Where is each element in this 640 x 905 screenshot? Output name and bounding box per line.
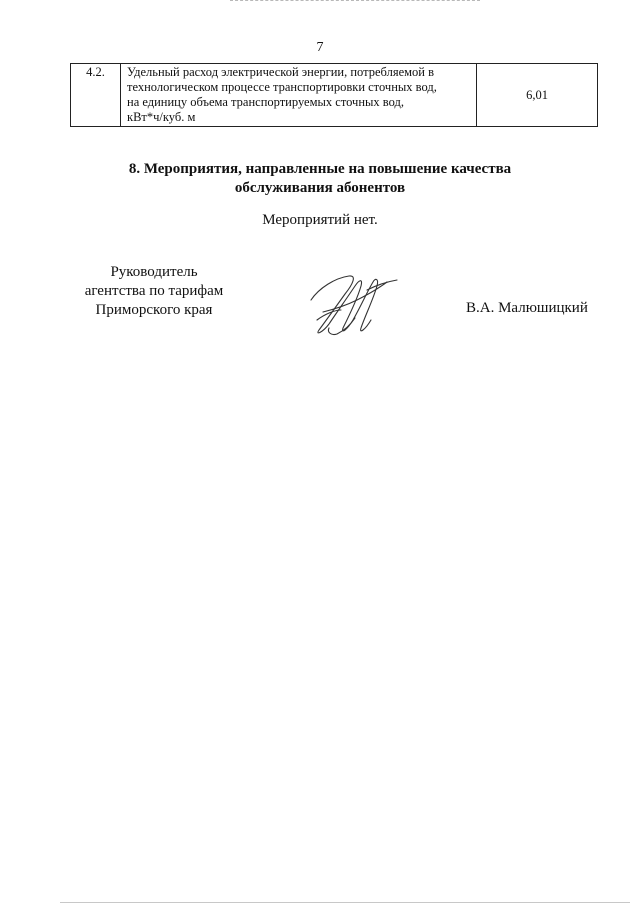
row-value-cell: 6,01 bbox=[477, 64, 598, 127]
parameters-table bbox=[70, 63, 598, 127]
signer-name: В.А. Малюшицкий bbox=[466, 300, 588, 316]
description-line: на единицу объема транспортируемых сточных вод, bbox=[127, 95, 404, 109]
section-body-text: Мероприятий нет. bbox=[262, 212, 378, 228]
table-row bbox=[71, 64, 598, 127]
signer-position-line: агентства по тарифам bbox=[84, 283, 224, 299]
scan-edge-top bbox=[230, 0, 480, 2]
page-number: 7 bbox=[316, 40, 324, 55]
row-description-cell bbox=[121, 64, 477, 127]
row-number-cell: 4.2. bbox=[71, 64, 121, 127]
description-line: технологическом процессе транспортировки сточных вод, bbox=[127, 80, 437, 94]
signer-position bbox=[64, 263, 244, 320]
section-heading bbox=[0, 160, 640, 198]
description-line: кВт*ч/куб. м bbox=[127, 110, 196, 124]
signer-position-line: Руководитель bbox=[110, 264, 198, 280]
handwritten-signature bbox=[305, 270, 405, 340]
scan-edge-bottom bbox=[60, 902, 630, 903]
section-heading-line: обслуживания абонентов bbox=[234, 180, 406, 196]
description-line: Удельный расход электрической энергии, потребляемой в bbox=[127, 65, 435, 79]
signer-position-line: Приморского края bbox=[95, 302, 213, 318]
section-heading-line: 8. Мероприятия, направленные на повышение качества bbox=[128, 161, 512, 177]
